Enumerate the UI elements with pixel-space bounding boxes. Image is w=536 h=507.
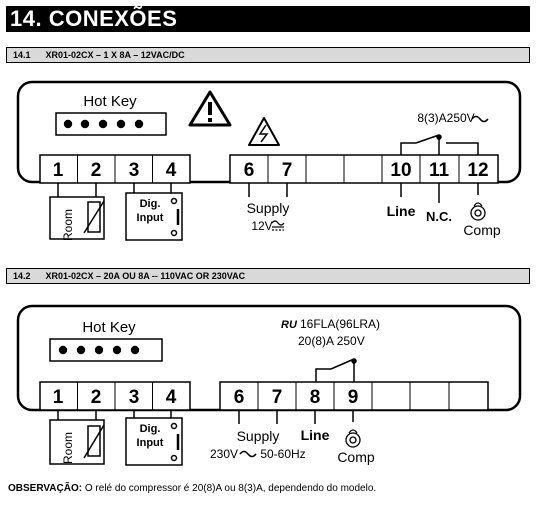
dig-label: Dig. (139, 423, 161, 435)
note-text: O relé do compressor é 20(8)A ou 8(3)A, dependendo do modelo. (82, 483, 377, 494)
svg-text:RU: RU (281, 319, 297, 331)
terminal-1: 1 (52, 160, 64, 181)
terminal-11: 11 (428, 160, 450, 181)
terminal-6: 6 (233, 387, 245, 408)
relay-rating-fla: 16FLA(96LRA) (300, 317, 381, 331)
hotkey-connector (56, 113, 166, 135)
supply-voltage: 230V (209, 447, 239, 461)
supply-label: Supply (246, 200, 290, 216)
supply-wires (249, 183, 287, 197)
wiring-diagram-14-2 (6, 298, 530, 470)
compressor-icon (471, 203, 485, 220)
terminal-3: 3 (128, 160, 140, 181)
comp-label: Comp (337, 449, 375, 465)
note-label: OBSERVAÇÃO: (8, 483, 83, 494)
supply-frequency: 50-60Hz (260, 447, 306, 461)
relay-rating: 8(3)A250V (417, 111, 475, 125)
line-label: Line (386, 203, 416, 219)
terminal-1: 1 (52, 387, 64, 408)
supply-wires (239, 410, 277, 424)
relay-rating-amps: 20(8)A 250V (298, 334, 365, 348)
terminal-3: 3 (128, 387, 140, 408)
supply-voltage: 12V (251, 219, 273, 233)
compressor-icon (346, 430, 360, 447)
dig-label: Dig. (139, 198, 161, 210)
section-header-14-2 (6, 268, 530, 284)
supply-label: Supply (236, 428, 280, 444)
room-label: Room (61, 431, 75, 465)
terminal-4: 4 (165, 387, 177, 408)
ac-dc-symbol-icon (272, 221, 284, 230)
observation-note (8, 483, 376, 494)
line-label: Line (300, 427, 330, 443)
comp-label: Comp (463, 222, 501, 238)
terminal-9: 9 (347, 387, 359, 408)
terminal-block-right (230, 155, 498, 183)
wiring-diagram-14-1 (6, 75, 530, 245)
section-heading: XR01-02CX – 1 X 8A – 12VAC/DC (45, 50, 185, 60)
terminal-8: 8 (309, 387, 321, 408)
section-number: 14.2 (13, 271, 31, 281)
terminal-2: 2 (90, 160, 102, 181)
terminal-4: 4 (165, 160, 177, 181)
terminal-2: 2 (90, 387, 102, 408)
section-number: 14.1 (13, 50, 31, 60)
terminal-7: 7 (281, 160, 293, 181)
terminal-6: 6 (243, 160, 255, 181)
room-label: Room (61, 208, 75, 242)
section-header-14-1 (6, 47, 530, 63)
terminal-10: 10 (390, 160, 412, 181)
ac-symbol-icon (240, 452, 256, 457)
output-wires (315, 410, 353, 424)
room-probe-icon (50, 410, 104, 464)
hotkey-label: Hot Key (82, 319, 136, 336)
terminal-12: 12 (467, 160, 489, 181)
input-label: Input (136, 437, 164, 449)
output-wires (401, 183, 478, 203)
ul-mark-icon (281, 319, 298, 331)
page-title: 14. CONEXÕES (6, 6, 530, 32)
nc-label: N.C. (426, 209, 452, 224)
room-probe-icon (50, 183, 104, 242)
input-label: Input (136, 212, 164, 224)
terminal-7: 7 (271, 387, 283, 408)
hotkey-label: Hot Key (83, 93, 137, 110)
section-heading: XR01-02CX – 20A OU 8A -- 110VAC OR 230VAC (45, 271, 246, 281)
